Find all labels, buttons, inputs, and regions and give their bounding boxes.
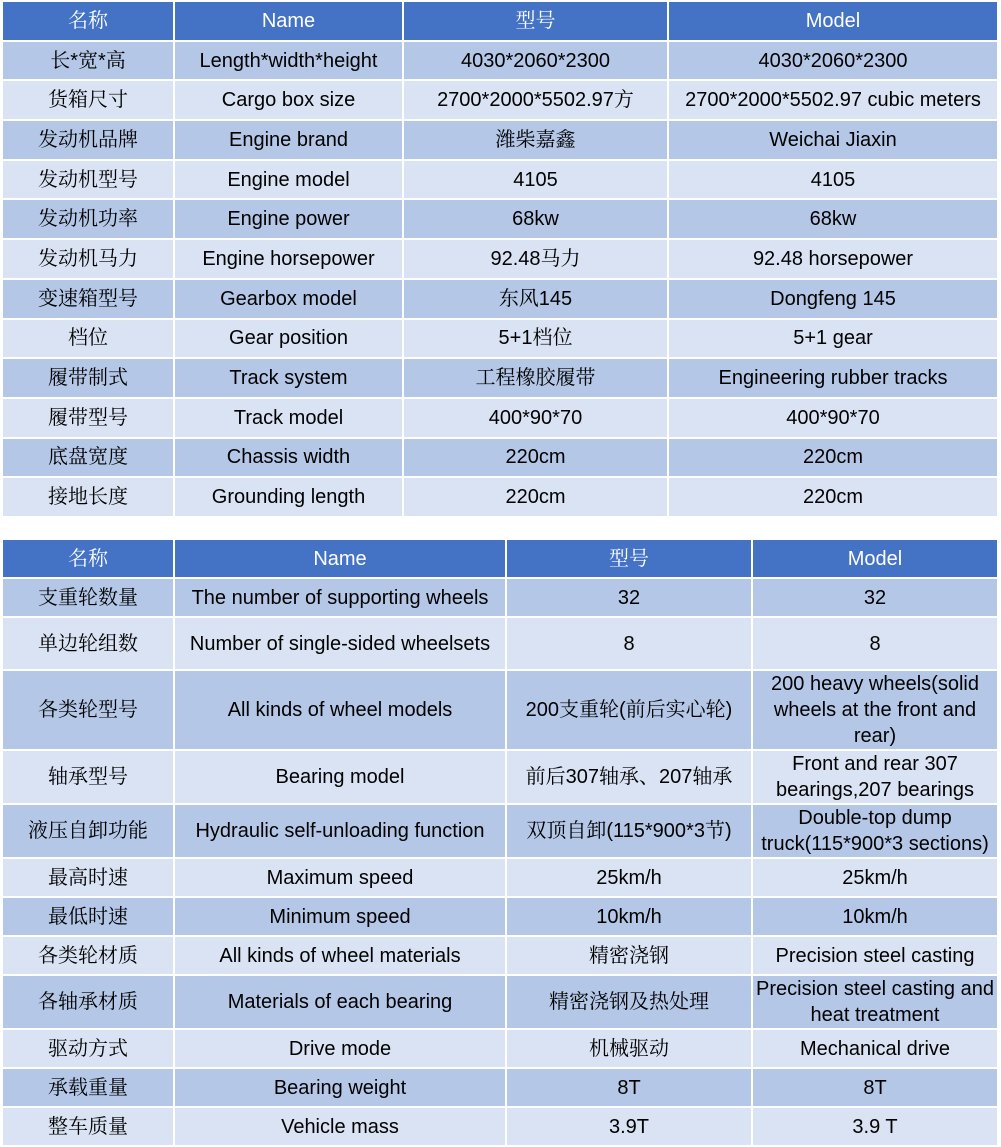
cell-cn-value: 200支重轮(前后实心轮) (507, 671, 751, 749)
cell-cn-value: 精密浇钢 (507, 937, 751, 974)
cell-en-name: Materials of each bearing (175, 976, 505, 1028)
table-row (3, 671, 997, 749)
cell-cn-value: 机械驱动 (507, 1030, 751, 1067)
cell-en-name: Minimum speed (175, 898, 505, 935)
cell-cn-value: 3.9T (507, 1108, 751, 1145)
cell-en-value: 5+1 gear (669, 320, 997, 358)
table-row (3, 320, 997, 358)
cell-cn-value: 220cm (404, 478, 667, 516)
cell-cn-value: 东风145 (404, 280, 667, 318)
cell-cn-name: 长*宽*高 (3, 42, 173, 80)
table-row (3, 976, 997, 1028)
cell-en-name: Grounding length (175, 478, 402, 516)
table-row (3, 805, 997, 857)
table-header-row (3, 2, 997, 40)
cell-cn-value: 前后307轴承、207轴承 (507, 751, 751, 803)
table-row (3, 579, 997, 616)
table-row (3, 280, 997, 318)
header-en-name: Name (175, 540, 505, 577)
cell-en-value: 4105 (669, 161, 997, 199)
cell-cn-name: 底盘宽度 (3, 439, 173, 477)
header-cn-model: 型号 (507, 540, 751, 577)
cell-en-value: Mechanical drive (753, 1030, 997, 1067)
cell-cn-value: 68kw (404, 200, 667, 238)
cell-cn-name: 接地长度 (3, 478, 173, 516)
cell-cn-name: 各轴承材质 (3, 976, 173, 1028)
cell-cn-value: 双顶自卸(115*900*3节) (507, 805, 751, 857)
table-row (3, 240, 997, 278)
table-row (3, 751, 997, 803)
cell-cn-name: 货箱尺寸 (3, 81, 173, 119)
spec-table-2 (1, 538, 999, 1147)
cell-cn-name: 轴承型号 (3, 751, 173, 803)
cell-en-value: Weichai Jiaxin (669, 121, 997, 159)
cell-cn-value: 400*90*70 (404, 399, 667, 437)
cell-en-value: Engineering rubber tracks (669, 359, 997, 397)
header-en-model: Model (669, 2, 997, 40)
cell-en-value: 220cm (669, 478, 997, 516)
cell-en-value: 8T (753, 1069, 997, 1106)
cell-en-name: Gearbox model (175, 280, 402, 318)
cell-en-name: Length*width*height (175, 42, 402, 80)
cell-cn-name: 驱动方式 (3, 1030, 173, 1067)
cell-en-value: 220cm (669, 439, 997, 477)
cell-en-value: 92.48 horsepower (669, 240, 997, 278)
cell-en-name: Engine model (175, 161, 402, 199)
cell-cn-name: 发动机品牌 (3, 121, 173, 159)
cell-cn-name: 支重轮数量 (3, 579, 173, 616)
cell-en-value: 3.9 T (753, 1108, 997, 1145)
cell-cn-value: 5+1档位 (404, 320, 667, 358)
cell-cn-value: 4105 (404, 161, 667, 199)
header-cn-name: 名称 (3, 540, 173, 577)
cell-cn-value: 92.48马力 (404, 240, 667, 278)
table-row (3, 161, 997, 199)
cell-cn-name: 最低时速 (3, 898, 173, 935)
table-row (3, 898, 997, 935)
table-row (3, 1030, 997, 1067)
cell-cn-value: 220cm (404, 439, 667, 477)
cell-cn-value: 8T (507, 1069, 751, 1106)
cell-cn-name: 承载重量 (3, 1069, 173, 1106)
table-row (3, 359, 997, 397)
cell-cn-value: 精密浇钢及热处理 (507, 976, 751, 1028)
cell-cn-value: 8 (507, 618, 751, 669)
cell-en-name: The number of supporting wheels (175, 579, 505, 616)
header-en-model: Model (753, 540, 997, 577)
cell-en-name: Cargo box size (175, 81, 402, 119)
table-row (3, 937, 997, 974)
table-row (3, 439, 997, 477)
header-en-name: Name (175, 2, 402, 40)
table-row (3, 81, 997, 119)
cell-cn-value: 10km/h (507, 898, 751, 935)
cell-cn-name: 发动机功率 (3, 200, 173, 238)
cell-en-name: Gear position (175, 320, 402, 358)
cell-en-name: Engine power (175, 200, 402, 238)
cell-en-value: 10km/h (753, 898, 997, 935)
cell-en-name: Vehicle mass (175, 1108, 505, 1145)
table-row (3, 121, 997, 159)
header-cn-model: 型号 (404, 2, 667, 40)
cell-en-value: 4030*2060*2300 (669, 42, 997, 80)
table-row (3, 478, 997, 516)
cell-cn-value: 潍柴嘉鑫 (404, 121, 667, 159)
cell-en-value: 25km/h (753, 859, 997, 896)
cell-cn-name: 发动机马力 (3, 240, 173, 278)
cell-en-value: Precision steel casting and heat treatment (753, 976, 997, 1028)
cell-en-name: Engine brand (175, 121, 402, 159)
cell-en-value: 400*90*70 (669, 399, 997, 437)
cell-cn-value: 32 (507, 579, 751, 616)
cell-en-value: Precision steel casting (753, 937, 997, 974)
cell-cn-value: 2700*2000*5502.97方 (404, 81, 667, 119)
cell-en-name: Track model (175, 399, 402, 437)
cell-en-name: Hydraulic self-unloading function (175, 805, 505, 857)
cell-en-value: 200 heavy wheels(solid wheels at the front and rear) (753, 671, 997, 749)
cell-en-name: Number of single-sided wheelsets (175, 618, 505, 669)
cell-cn-name: 各类轮材质 (3, 937, 173, 974)
cell-en-name: Track system (175, 359, 402, 397)
table-row (3, 200, 997, 238)
cell-en-value: Double-top dump truck(115*900*3 sections) (753, 805, 997, 857)
cell-en-name: Drive mode (175, 1030, 505, 1067)
cell-en-name: Engine horsepower (175, 240, 402, 278)
cell-en-name: Bearing weight (175, 1069, 505, 1106)
table-row (3, 1108, 997, 1145)
cell-en-value: 2700*2000*5502.97 cubic meters (669, 81, 997, 119)
cell-en-value: Dongfeng 145 (669, 280, 997, 318)
cell-cn-name: 变速箱型号 (3, 280, 173, 318)
cell-cn-name: 液压自卸功能 (3, 805, 173, 857)
cell-cn-name: 履带制式 (3, 359, 173, 397)
cell-cn-name: 履带型号 (3, 399, 173, 437)
cell-cn-value: 工程橡胶履带 (404, 359, 667, 397)
spec-table-1 (1, 0, 999, 518)
table-row (3, 1069, 997, 1106)
table-row (3, 859, 997, 896)
header-cn-name: 名称 (3, 2, 173, 40)
cell-cn-name: 整车质量 (3, 1108, 173, 1145)
cell-en-name: Chassis width (175, 439, 402, 477)
cell-cn-value: 25km/h (507, 859, 751, 896)
cell-cn-value: 4030*2060*2300 (404, 42, 667, 80)
table-row (3, 618, 997, 669)
table-row (3, 42, 997, 80)
cell-en-name: Bearing model (175, 751, 505, 803)
cell-en-value: Front and rear 307 bearings,207 bearings (753, 751, 997, 803)
cell-cn-name: 最高时速 (3, 859, 173, 896)
cell-en-value: 68kw (669, 200, 997, 238)
cell-cn-name: 单边轮组数 (3, 618, 173, 669)
cell-cn-name: 发动机型号 (3, 161, 173, 199)
cell-cn-name: 各类轮型号 (3, 671, 173, 749)
cell-en-value: 32 (753, 579, 997, 616)
cell-en-name: Maximum speed (175, 859, 505, 896)
table-header-row (3, 540, 997, 577)
cell-en-name: All kinds of wheel models (175, 671, 505, 749)
table-row (3, 399, 997, 437)
cell-en-name: All kinds of wheel materials (175, 937, 505, 974)
cell-cn-name: 档位 (3, 320, 173, 358)
cell-en-value: 8 (753, 618, 997, 669)
